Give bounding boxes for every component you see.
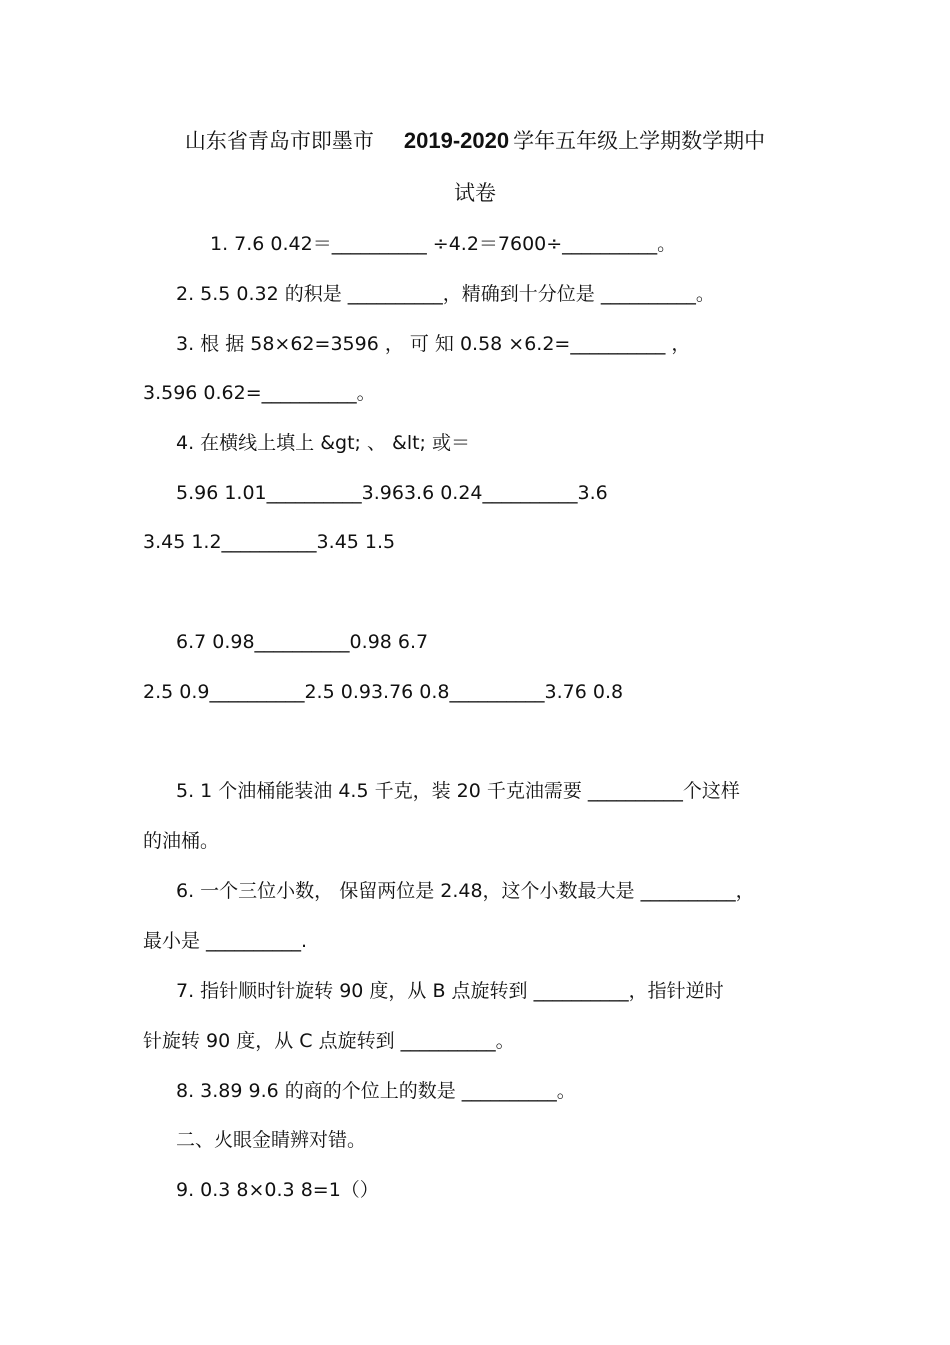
question-7-line-2: 针旋转 90 度，从 C 点旋转到 __________。	[143, 1030, 515, 1052]
question-6-line-2: 最小是 __________.	[143, 930, 308, 952]
title-year: 2019-2020	[403, 128, 510, 153]
question-5-line-2: 的油桶。	[143, 830, 220, 852]
question-2: 2. 5.5 0.32 的积是 __________，精确到十分位是 __________。	[176, 283, 715, 305]
question-3-line-2: 3.596 0.62=__________。	[143, 382, 376, 404]
question-8: 8. 3.89 9.6 的商的个位上的数是 __________。	[176, 1080, 576, 1102]
question-7-line-1: 7. 指针顺时针旋转 90 度，从 B 点旋转到 __________，指针逆时	[176, 980, 724, 1002]
question-3-line-1: 3. 根 据 58×62=3596 ， 可 知 0.58 ×6.2=__________ ，	[176, 333, 691, 355]
question-4-row-4: 2.5 0.9__________2.5 0.93.76 0.8__________3.76 0.8	[143, 681, 624, 703]
title-part-1: 山东省青岛市即墨市	[184, 129, 374, 153]
question-9: 9. 0.3 8×0.3 8=1（）	[176, 1179, 379, 1201]
question-4-row-2: 3.45 1.2__________3.45 1.5	[143, 531, 396, 553]
question-4-row-1: 5.96 1.01__________3.963.6 0.24__________3.6	[176, 482, 608, 504]
title-part-2: 学年五年级上学期数学期中	[513, 129, 766, 153]
question-4-prompt: 4. 在横线上填上 &gt; 、 &lt; 或＝	[176, 432, 470, 454]
document-title	[0, 126, 950, 156]
question-4-row-3: 6.7 0.98__________0.98 6.7	[176, 631, 429, 653]
question-6-line-1: 6. 一个三位小数， 保留两位是 2.48，这个小数最大是 __________，	[176, 880, 755, 902]
section-2-heading: 二、火眼金睛辨对错。	[176, 1129, 367, 1151]
document-title-line-2: 试卷	[454, 181, 496, 205]
question-5-line-1: 5. 1 个油桶能装油 4.5 千克，装 20 千克油需要 __________个这样	[176, 780, 740, 802]
question-1: 1. 7.6 0.42＝__________ ÷4.2＝7600÷__________。	[210, 233, 677, 255]
